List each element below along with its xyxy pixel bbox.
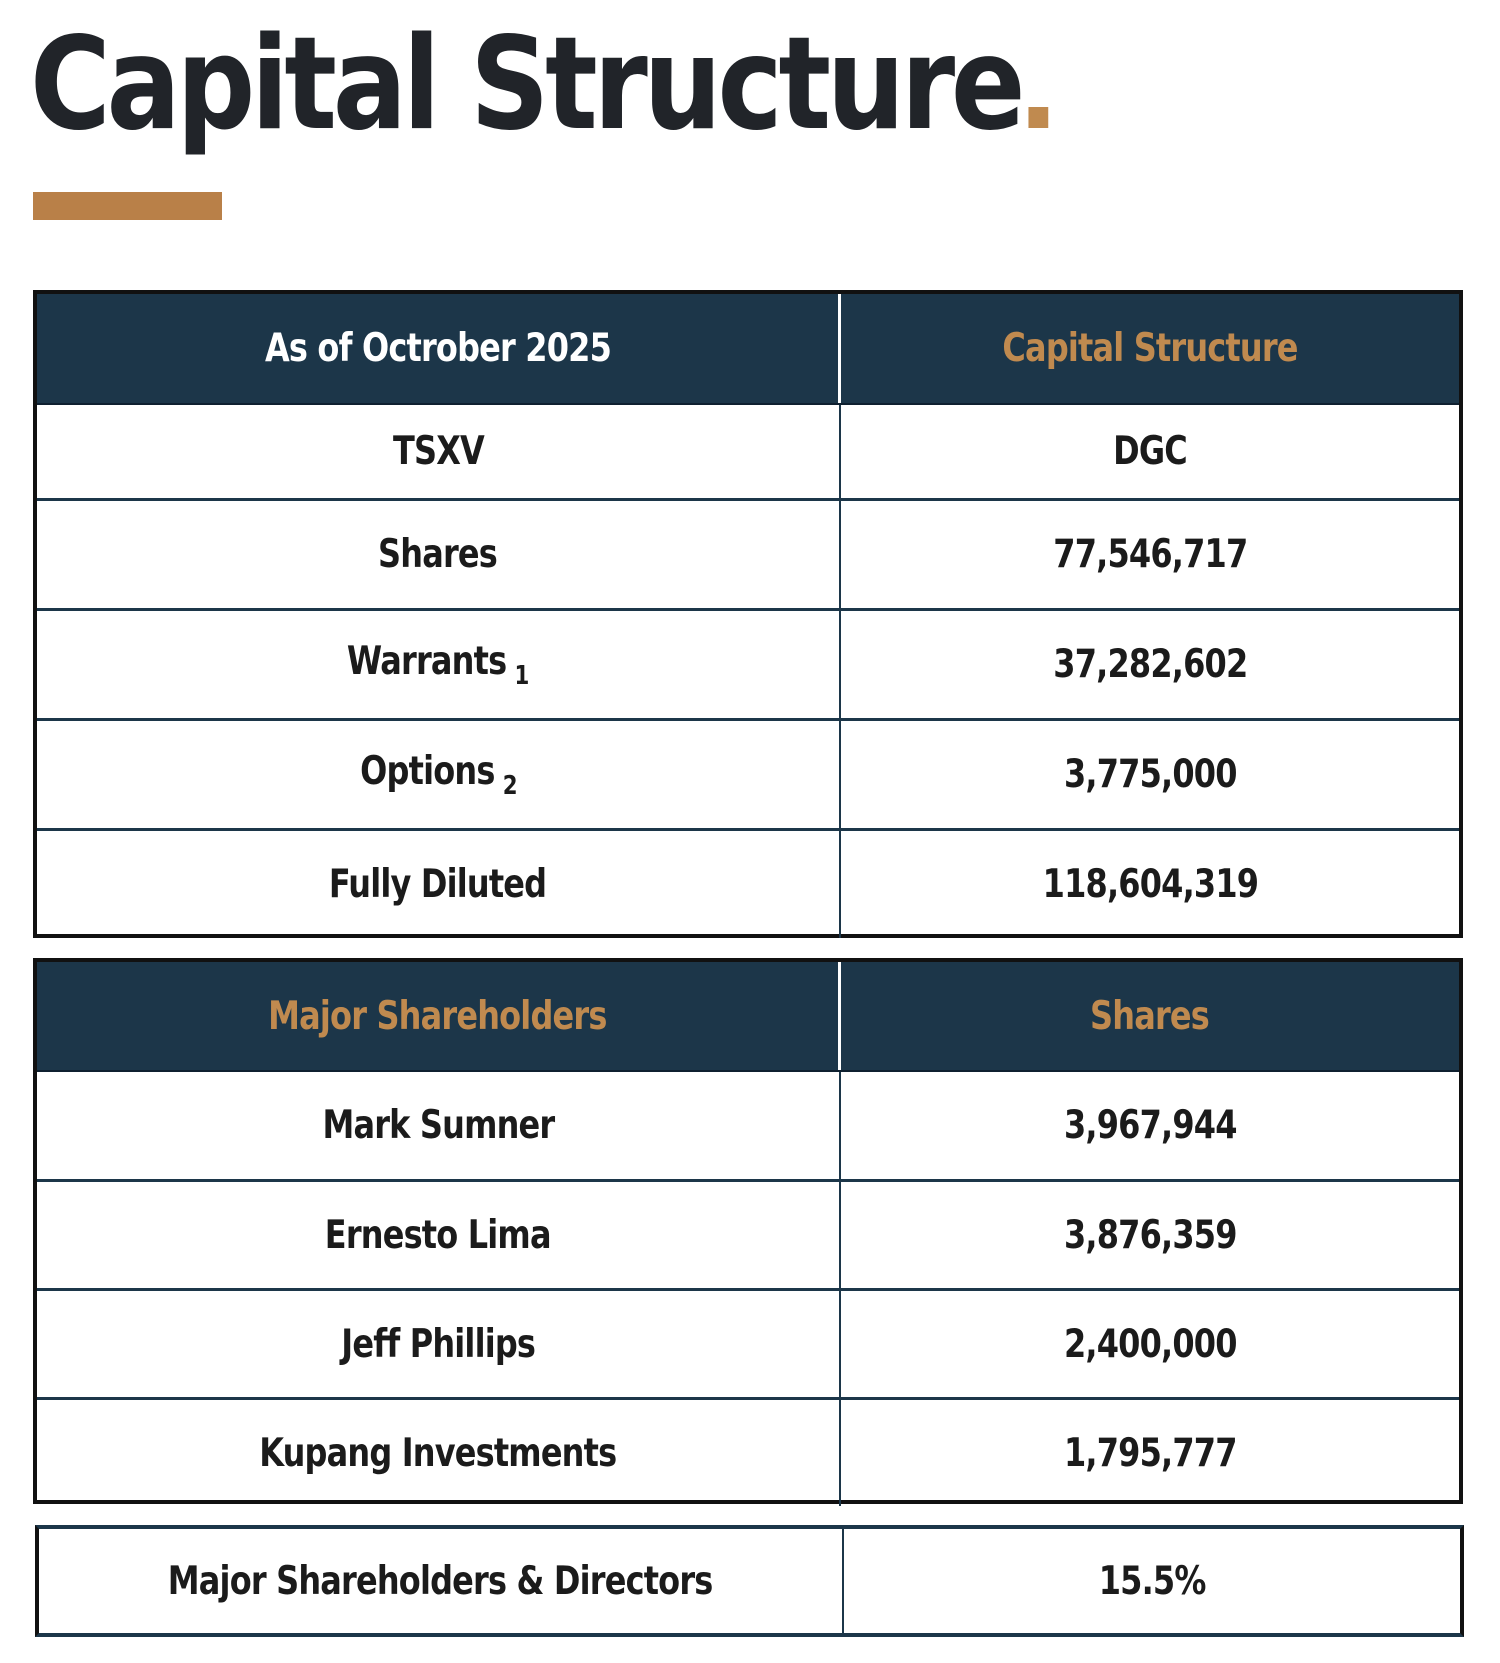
title-accent-square [1028, 107, 1048, 128]
table-row [37, 718, 1459, 828]
capital-structure-table [33, 290, 1463, 938]
table-row [37, 1397, 1459, 1506]
table-row [37, 828, 1459, 938]
row-value: 37,282,602 [1052, 642, 1248, 687]
table-row [37, 498, 1459, 608]
row-value: 118,604,319 [1042, 862, 1258, 907]
row-label: TSXV [37, 405, 841, 498]
row-label: Fully Diluted [37, 831, 841, 938]
shareholder-name: Jeff Phillips [37, 1291, 841, 1397]
footnote-marker: 2 [502, 770, 517, 801]
summary-value: 15.5% [1098, 1558, 1206, 1604]
shareholders-table-header [37, 962, 1459, 1070]
table-row [37, 1070, 1459, 1179]
shareholder-name: Mark Sumner [37, 1072, 841, 1179]
row-value: 77,546,717 [1052, 532, 1248, 577]
footnote-marker: 1 [514, 660, 529, 691]
header-cell-shares: Shares [1090, 993, 1210, 1039]
header-cell-date: As of Octrober 2025 [37, 294, 841, 403]
table-row [37, 1179, 1459, 1288]
ownership-summary-row [35, 1525, 1464, 1637]
shareholder-name: Ernesto Lima [37, 1182, 841, 1288]
summary-label: Major Shareholders & Directors [39, 1529, 844, 1633]
shareholder-shares: 3,876,359 [1063, 1212, 1237, 1258]
row-value: 3,775,000 [1063, 752, 1237, 797]
page-title [30, 10, 1048, 160]
table-row [37, 403, 1459, 498]
major-shareholders-table [33, 958, 1463, 1504]
shareholder-shares: 3,967,944 [1063, 1103, 1237, 1148]
shareholder-shares: 1,795,777 [1063, 1430, 1237, 1476]
row-label: Options $_2$ [37, 721, 841, 828]
row-value: DGC [1113, 429, 1187, 474]
table-row [37, 1288, 1459, 1397]
shareholder-name: Kupang Investments [37, 1400, 841, 1506]
table-row [37, 608, 1459, 718]
row-label: Warrants $_1$ [37, 611, 841, 718]
title-underline-bar [33, 192, 222, 220]
capital-table-header [37, 294, 1459, 403]
header-cell-major-shareholders: Major Shareholders [37, 962, 841, 1070]
header-cell-capital-structure: Capital Structure [1002, 326, 1298, 371]
shareholder-shares: 2,400,000 [1063, 1321, 1237, 1367]
page-title-text: Capital Structure [30, 10, 1022, 159]
row-label: Shares [37, 501, 841, 608]
